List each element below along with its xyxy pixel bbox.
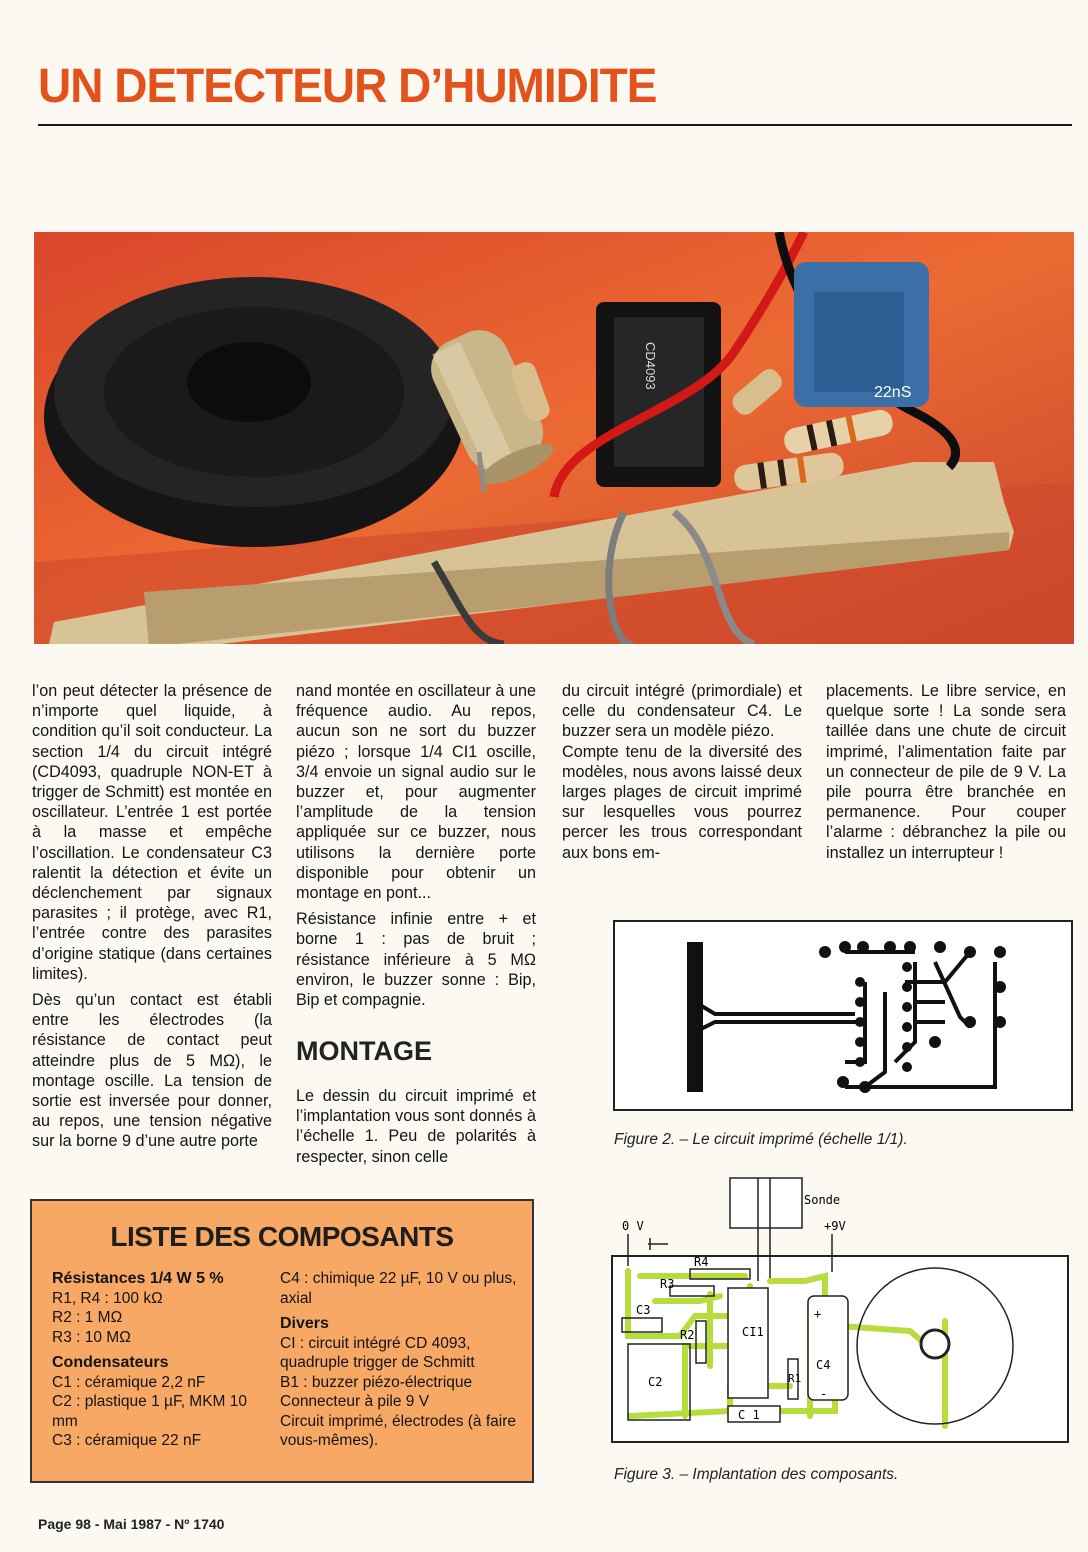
sonde-label: Sonde [804,1193,841,1207]
montage-text [296,1086,536,1173]
pcb-drawing [615,922,1071,1109]
components-box [30,1199,534,1483]
article-column-4 [826,681,1066,869]
article-column-1 [32,681,272,1158]
article-column-3 [562,681,802,869]
c1-label: C 1 [738,1408,760,1422]
circuit-photo [34,232,1074,644]
divers-item: CI : circuit intégré CD 4093, quadruple trigger de Schmitt [280,1334,475,1371]
c3-label: C3 [636,1303,651,1317]
figure-3-layout [610,1176,1072,1448]
divers-item: Circuit imprimé, électrodes (à faire vous-mêmes). [280,1412,517,1449]
divers-heading: Divers [280,1315,329,1332]
layout-drawing [610,1176,1072,1448]
c4-plus-label: + [814,1307,822,1321]
photo-illustration [34,232,1074,644]
figure-2-caption: Figure 2. – Le circuit imprimé (échelle 1/1). [614,1131,908,1148]
r4-label: R4 [694,1255,709,1269]
page-footer: Page 98 - Mai 1987 - Nº 1740 [38,1516,225,1532]
condensateurs-heading: Condensateurs [52,1354,169,1371]
paragraph: nand montée en oscillateur à une fréquence audio. Au repos, aucun son ne sort du buzzer piézo ; lorsque 1/4 CI1 oscille, 3/4 envoie un signal audio sur le buzzer et, pour augmenter l’amplitude de la tension appliquée sur ce buzzer, nous utilisons la dernière porte disponible pour obtenir un montage en pont... [296,682,536,903]
resistance-item: R2 : 1 MΩ [52,1309,123,1326]
article-title: UN DETECTEUR D’HUMIDITE [38,57,657,113]
divers-item: Connecteur à pile 9 V [280,1393,430,1410]
c4-minus-label: - [820,1387,828,1401]
title-rule [38,124,1072,126]
figure-2-pcb [613,920,1073,1111]
resistance-item: R3 : 10 MΩ [52,1328,131,1346]
condensateur-item: C3 : céramique 22 nF [52,1432,202,1449]
condensateur-item: C2 : plastique 1 µF, MKM 10 mm [52,1393,248,1430]
article-column-2 [296,681,536,1016]
r3-label: R3 [660,1277,675,1291]
resistance-item: R1, R4 : 100 kΩ [52,1289,163,1307]
components-column-right [280,1269,520,1451]
paragraph: Le dessin du circuit imprimé et l’implantation vous sont donnés à l’échelle 1. Peu de polarités à respecter, sinon celle [296,1087,536,1166]
paragraph: Dès qu’un contact est établi entre les électrodes (la résistance de contact peut atteindre plus de 5 MΩ), le montage oscille. La tension de sortie est inversée pour donner, au repos, une tension négative sur la borne 9 d’une autre porte [32,991,272,1151]
paragraph: du circuit intégré (primordiale) et celle du condensateur C4. Le buzzer sera un modèle piézo. [562,682,802,741]
c4-label: C4 [816,1358,831,1372]
condensateur-item: C1 : céramique 2,2 nF [52,1373,206,1391]
c2-label: C2 [648,1375,663,1389]
ci1-label: CI1 [742,1325,764,1339]
c4-item: C4 : chimique 22 µF, 10 V ou plus, axial [280,1270,517,1307]
components-column-left [52,1269,277,1451]
montage-heading: MONTAGE [296,1036,432,1066]
divers-item: B1 : buzzer piézo-électrique [280,1373,473,1391]
plus-9v-label: +9V [824,1219,846,1233]
paragraph: Compte tenu de la diversité des modèles, nous avons laissé deux larges plages de circuit imprimé sur lesquelles vous pourrez percer les trous correspondant aux bons em- [562,742,802,862]
figure-3-caption: Figure 3. – Implantation des composants. [614,1466,899,1483]
r1-label: R1 [788,1372,802,1385]
r2-label: R2 [680,1328,695,1342]
svg-text:CD4093: CD4093 [643,342,658,390]
resistances-heading: Résistances 1/4 W 5 % [52,1270,224,1287]
zero-v-label: 0 V [622,1219,644,1233]
capacitor-label: 22nS [874,384,912,401]
paragraph: placements. Le libre service, en quelque sorte ! La sonde sera taillée dans une chute de circuit imprimé, l’alimentation faite par un connecteur de pile de 9 V. La pile pourra être branchée en permanence. Pour couper l’alarme : débranchez la pile ou installez un interrupteur ! [826,682,1066,862]
components-title: LISTE DES COMPOSANTS [110,1221,454,1252]
paragraph: Résistance infinie entre + et borne 1 : pas de bruit ; résistance inférieure à 5 MΩ environ, le buzzer sonne : Bip, Bip et compagnie. [296,910,536,1010]
paragraph: l’on peut détecter la présence de n’importe quel liquide, à condition qu’il soit conducteur. La section 1/4 du circuit intégré (CD4093, quadruple NON-ET à trigger de Schmitt) est montée en oscillateur. L’entrée 1 est portée à la masse et empêche l’oscillation. Le condensateur C3 ralentit la détection et évite un déclenchement par signaux parasites ; il protège, avec R1, l’entrée contre des parasites d’origine statique (dans certaines limites). [32,682,272,983]
